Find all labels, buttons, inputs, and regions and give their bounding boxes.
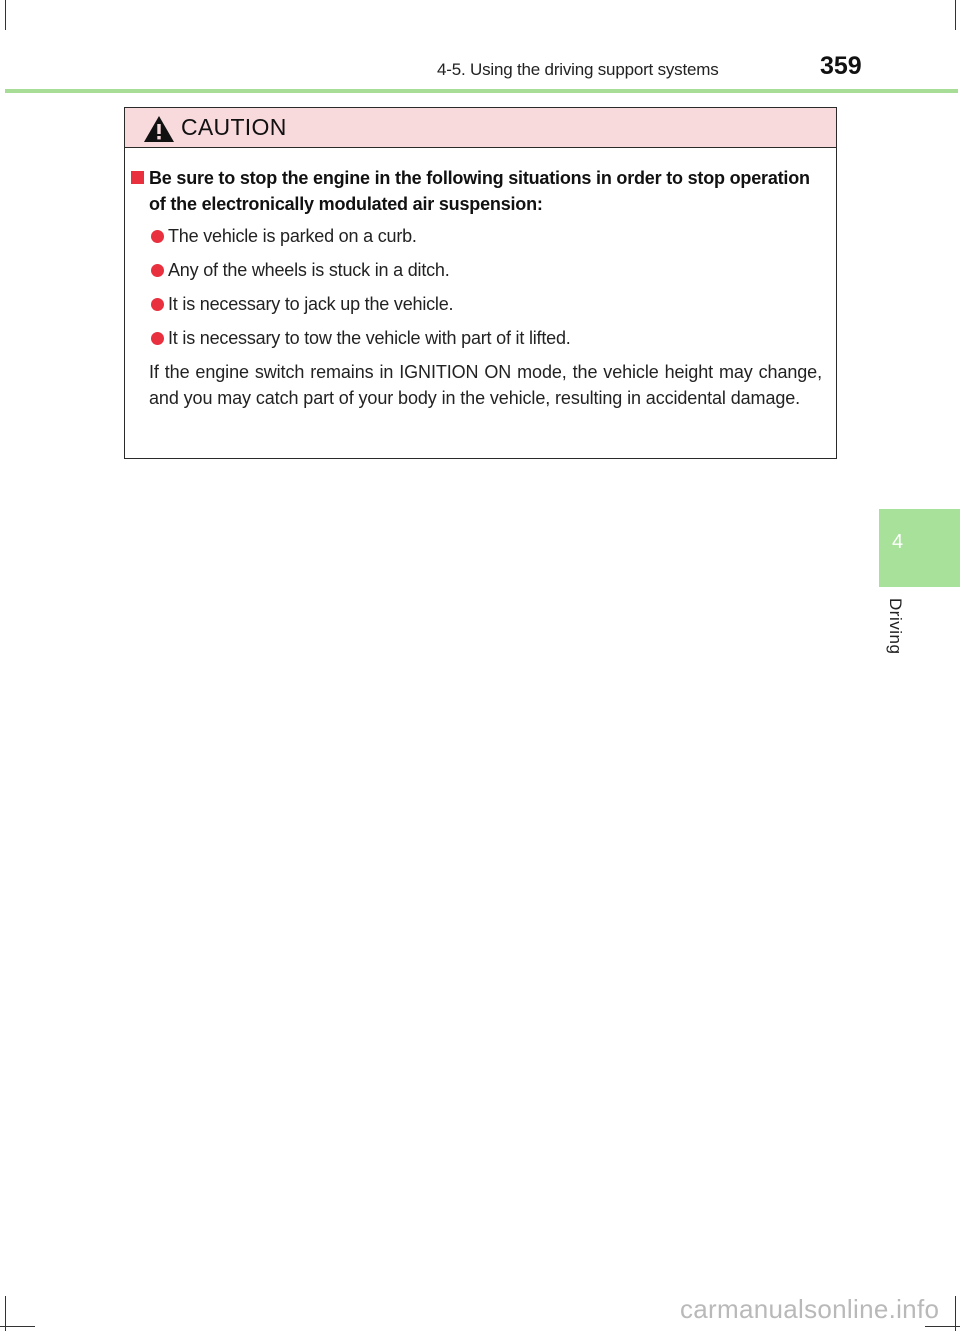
list-item: It is necessary to tow the vehicle with part of it lifted. — [151, 326, 571, 350]
caution-box — [124, 107, 837, 459]
section-title: 4-5. Using the driving support systems — [437, 60, 719, 79]
chapter-tab — [879, 509, 960, 587]
watermark: carmanualsonline.info — [680, 1294, 940, 1324]
bullet-dot-icon — [151, 332, 164, 345]
caution-paragraph: If the engine switch remains in IGNITION ON mode, the vehicle height may change, and you may catch part of your body in the vehicle, resulting in accidental damage. — [149, 362, 822, 408]
bullet-dot-icon — [151, 230, 164, 243]
crop-mark — [0, 1326, 35, 1327]
caution-header — [125, 108, 836, 148]
chapter-label: Driving — [886, 598, 905, 655]
crop-mark — [955, 0, 956, 30]
caution-heading: Be sure to stop the engine in the following situations in order to stop operation of the electronically modulated air suspension: — [149, 168, 810, 214]
crop-mark — [5, 0, 6, 30]
header-divider — [5, 89, 958, 93]
list-item: The vehicle is parked on a curb. — [151, 224, 417, 248]
heading-square-icon — [131, 171, 144, 184]
list-item: It is necessary to jack up the vehicle. — [151, 292, 453, 316]
caution-title: CAUTION — [181, 114, 287, 140]
crop-mark — [925, 1326, 960, 1327]
chapter-number: 4 — [891, 531, 904, 553]
bullet-dot-icon — [151, 264, 164, 277]
warning-triangle-icon — [143, 115, 175, 143]
bullet-dot-icon — [151, 298, 164, 311]
list-item: Any of the wheels is stuck in a ditch. — [151, 258, 450, 282]
page-number: 359 — [820, 52, 862, 80]
